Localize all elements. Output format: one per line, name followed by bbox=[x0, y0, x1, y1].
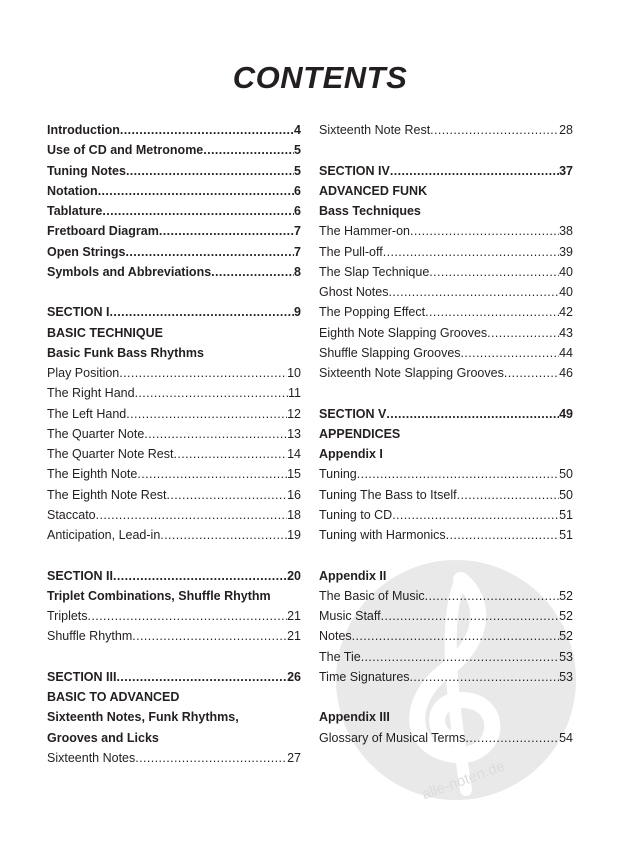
page-number: 21 bbox=[287, 629, 301, 644]
toc-entry[interactable] bbox=[319, 363, 573, 383]
entry-label: The Eighth Note bbox=[47, 467, 138, 482]
dot-leader bbox=[410, 221, 559, 241]
page-number: 54 bbox=[559, 730, 573, 745]
dot-leader bbox=[425, 586, 560, 606]
dot-leader bbox=[361, 647, 559, 667]
entry-label: The Pull-off bbox=[319, 244, 383, 259]
toc-entry[interactable] bbox=[47, 201, 301, 221]
toc-entry[interactable] bbox=[319, 302, 573, 322]
entry-label: Shuffle Rhythm bbox=[47, 629, 133, 644]
toc-entry[interactable] bbox=[319, 728, 573, 748]
page-number: 15 bbox=[287, 467, 301, 482]
dot-leader bbox=[425, 302, 559, 322]
toc-right-column bbox=[319, 120, 573, 748]
entry-label: BASIC TO ADVANCED bbox=[47, 690, 180, 704]
dot-leader bbox=[383, 242, 559, 262]
toc-entry[interactable] bbox=[47, 424, 301, 444]
dot-leader bbox=[430, 120, 559, 140]
dot-leader bbox=[203, 140, 294, 160]
dot-leader bbox=[126, 404, 287, 424]
dot-leader bbox=[110, 302, 295, 322]
page-number: 46 bbox=[559, 366, 573, 380]
entry-label: Introduction bbox=[47, 123, 120, 137]
toc-entry[interactable] bbox=[319, 485, 573, 505]
entry-label: Grooves and Licks bbox=[47, 730, 159, 745]
page-number: 52 bbox=[559, 629, 573, 644]
toc-heading[interactable] bbox=[319, 707, 573, 727]
toc-entry[interactable] bbox=[47, 566, 301, 586]
entry-label: APPENDICES bbox=[319, 426, 401, 441]
toc-entry[interactable] bbox=[47, 626, 301, 646]
page-number: 14 bbox=[287, 447, 301, 461]
entry-label: Tuning The Bass to Itself bbox=[319, 487, 457, 502]
page-number: 43 bbox=[559, 325, 573, 340]
entry-label: Bass Techniques bbox=[319, 204, 421, 218]
toc-entry[interactable] bbox=[319, 282, 573, 302]
dot-leader bbox=[429, 262, 559, 282]
entry-label: ADVANCED FUNK bbox=[319, 183, 428, 198]
page-number: 6 bbox=[294, 204, 301, 218]
entry-label: SECTION IV bbox=[319, 163, 390, 178]
toc-heading[interactable] bbox=[319, 181, 573, 201]
toc-entry[interactable] bbox=[319, 221, 573, 241]
page-number: 42 bbox=[559, 305, 573, 320]
entry-label: BASIC TECHNIQUE bbox=[47, 325, 163, 340]
toc-entry[interactable] bbox=[47, 161, 301, 181]
toc-entry[interactable] bbox=[319, 262, 573, 282]
dot-leader bbox=[388, 282, 559, 302]
entry-label: The Right Hand bbox=[47, 386, 135, 401]
dot-leader bbox=[357, 464, 559, 484]
dot-leader bbox=[119, 363, 287, 383]
toc-entry[interactable] bbox=[47, 404, 301, 424]
toc-heading[interactable] bbox=[319, 566, 573, 586]
toc-entry[interactable] bbox=[47, 485, 301, 505]
dot-leader bbox=[135, 383, 288, 403]
dot-leader bbox=[167, 485, 288, 505]
page-number: 6 bbox=[294, 183, 301, 198]
entry-label: Tuning bbox=[319, 467, 357, 482]
entry-label: Appendix I bbox=[319, 447, 383, 461]
toc-entry[interactable] bbox=[319, 161, 573, 181]
dot-leader bbox=[98, 181, 294, 201]
dot-leader bbox=[390, 161, 559, 181]
page-number: 44 bbox=[559, 345, 573, 360]
entry-label: Notation bbox=[47, 183, 98, 198]
dot-leader bbox=[120, 120, 294, 140]
toc-entry[interactable] bbox=[319, 343, 573, 363]
toc-heading[interactable] bbox=[47, 687, 301, 707]
page-number: 19 bbox=[287, 528, 301, 542]
page-number: 18 bbox=[287, 507, 301, 522]
entry-label: Tuning with Harmonics bbox=[319, 528, 446, 542]
toc-entry[interactable] bbox=[47, 525, 301, 545]
spacer bbox=[319, 140, 573, 160]
page-number: 13 bbox=[287, 426, 301, 441]
watermark-text: alle-noten.de bbox=[419, 757, 508, 804]
entry-label: Sixteenth Notes bbox=[47, 750, 136, 765]
entry-label: Triplet Combinations, Shuffle Rhythm bbox=[47, 588, 271, 603]
entry-label: Tuning Notes bbox=[47, 163, 126, 178]
dot-leader bbox=[381, 606, 559, 626]
page-number: 37 bbox=[559, 163, 573, 178]
toc-entry[interactable] bbox=[47, 444, 301, 464]
page-number: 51 bbox=[559, 528, 573, 542]
toc-heading[interactable] bbox=[319, 424, 573, 444]
entry-label: The Popping Effect bbox=[319, 305, 426, 320]
entry-label: Tablature bbox=[47, 204, 103, 218]
page-number: 40 bbox=[559, 285, 573, 299]
toc-heading[interactable] bbox=[319, 201, 573, 221]
dot-leader bbox=[88, 606, 288, 626]
toc-entry[interactable] bbox=[47, 242, 301, 262]
dot-leader bbox=[137, 464, 287, 484]
page-number: 53 bbox=[559, 649, 573, 664]
entry-label: Sixteenth Note Slapping Grooves bbox=[319, 366, 504, 380]
entry-label: The Left Hand bbox=[47, 406, 127, 421]
page-number: 8 bbox=[294, 264, 301, 279]
toc-entry[interactable] bbox=[319, 626, 573, 646]
toc-entry[interactable] bbox=[47, 505, 301, 525]
page-number: 50 bbox=[559, 487, 573, 502]
dot-leader bbox=[126, 161, 294, 181]
toc-entry[interactable] bbox=[319, 667, 573, 687]
page-number: 28 bbox=[559, 123, 573, 137]
dot-leader bbox=[160, 525, 287, 545]
dot-leader bbox=[386, 404, 559, 424]
toc-heading[interactable] bbox=[47, 586, 301, 606]
toc-entry[interactable] bbox=[47, 667, 301, 687]
toc-entry[interactable] bbox=[319, 242, 573, 262]
entry-label: SECTION I bbox=[47, 305, 110, 320]
dot-leader bbox=[173, 444, 287, 464]
page-number: 7 bbox=[294, 224, 301, 239]
page-number: 38 bbox=[559, 224, 573, 239]
spacer bbox=[319, 383, 573, 403]
page-number: 39 bbox=[559, 244, 573, 259]
spacer bbox=[47, 545, 301, 565]
page-number: 16 bbox=[287, 487, 301, 502]
entry-label: Fretboard Diagram bbox=[47, 224, 159, 239]
page-number: 11 bbox=[288, 386, 301, 401]
dot-leader bbox=[461, 343, 560, 363]
dot-leader bbox=[135, 748, 287, 768]
page-number: 52 bbox=[559, 588, 573, 603]
entry-label: Sixteenth Note Rest bbox=[319, 123, 431, 137]
toc-entry[interactable] bbox=[47, 262, 301, 282]
entry-label: Appendix III bbox=[319, 710, 390, 725]
toc-entry[interactable] bbox=[319, 464, 573, 484]
entry-label: Use of CD and Metronome bbox=[47, 143, 204, 158]
toc-entry[interactable] bbox=[319, 323, 573, 343]
toc-entry[interactable] bbox=[47, 363, 301, 383]
entry-label: Ghost Notes bbox=[319, 285, 389, 299]
dot-leader bbox=[125, 242, 294, 262]
entry-label: The Quarter Note Rest bbox=[47, 447, 174, 461]
dot-leader bbox=[159, 221, 294, 241]
page-number: 20 bbox=[287, 568, 301, 583]
entry-label: The Quarter Note bbox=[47, 426, 145, 441]
dot-leader bbox=[504, 363, 559, 383]
dot-leader bbox=[392, 505, 559, 525]
toc-left-column bbox=[47, 120, 301, 768]
entry-label: SECTION V bbox=[319, 406, 387, 421]
entry-label: Basic Funk Bass Rhythms bbox=[47, 345, 204, 360]
page-title: CONTENTS bbox=[232, 60, 408, 95]
dot-leader bbox=[410, 667, 560, 687]
dot-leader bbox=[211, 262, 294, 282]
entry-label: Open Strings bbox=[47, 244, 126, 259]
dot-leader bbox=[457, 485, 560, 505]
dot-leader bbox=[352, 626, 559, 646]
entry-label: Time Signatures bbox=[319, 669, 410, 684]
toc-entry[interactable] bbox=[319, 606, 573, 626]
entry-label: Triplets bbox=[47, 609, 88, 623]
page-number: 26 bbox=[287, 669, 301, 684]
dot-leader bbox=[487, 323, 559, 343]
toc-entry[interactable] bbox=[47, 302, 301, 322]
page-number: 53 bbox=[559, 669, 573, 684]
page-number: 21 bbox=[287, 609, 301, 623]
entry-label: Eighth Note Slapping Grooves bbox=[319, 325, 488, 340]
toc-entry[interactable] bbox=[47, 606, 301, 626]
entry-label: Anticipation, Lead-in bbox=[47, 528, 161, 542]
page-number: 10 bbox=[287, 366, 301, 380]
toc-entry[interactable] bbox=[319, 525, 573, 545]
entry-label: The Hammer-on bbox=[319, 224, 410, 239]
toc-entry[interactable] bbox=[319, 586, 573, 606]
toc-heading[interactable] bbox=[319, 444, 573, 464]
entry-label: SECTION III bbox=[47, 669, 117, 684]
toc-entry[interactable] bbox=[319, 505, 573, 525]
page-number: 27 bbox=[287, 750, 301, 765]
dot-leader bbox=[96, 505, 287, 525]
entry-label: The Tie bbox=[319, 649, 361, 664]
toc-heading[interactable] bbox=[47, 728, 301, 748]
dot-leader bbox=[446, 525, 559, 545]
toc-entry[interactable] bbox=[47, 120, 301, 140]
spacer bbox=[319, 545, 573, 565]
page-number: 5 bbox=[294, 143, 301, 158]
dot-leader bbox=[144, 424, 287, 444]
spacer bbox=[47, 282, 301, 302]
toc-heading[interactable] bbox=[47, 343, 301, 363]
spacer bbox=[319, 687, 573, 707]
dot-leader bbox=[113, 566, 287, 586]
entry-label: Symbols and Abbreviations bbox=[47, 264, 212, 279]
page-number: 49 bbox=[559, 406, 573, 421]
toc-entry[interactable] bbox=[319, 404, 573, 424]
entry-label: The Basic of Music bbox=[319, 588, 425, 603]
entry-label: Notes bbox=[319, 629, 352, 644]
page-number: 5 bbox=[294, 163, 301, 178]
toc-entry[interactable] bbox=[47, 748, 301, 768]
toc-entry[interactable] bbox=[47, 181, 301, 201]
entry-label: Staccato bbox=[47, 507, 96, 522]
entry-label: Tuning to CD bbox=[319, 507, 393, 522]
page-number: 9 bbox=[294, 305, 301, 320]
page-number: 40 bbox=[559, 264, 573, 279]
entry-label: Shuffle Slapping Grooves bbox=[319, 345, 461, 360]
spacer bbox=[47, 647, 301, 667]
toc-entry[interactable] bbox=[319, 120, 573, 140]
entry-label: The Slap Technique bbox=[319, 264, 430, 279]
entry-label: Appendix II bbox=[319, 568, 387, 583]
page-number: 12 bbox=[287, 406, 301, 421]
toc-entry[interactable] bbox=[47, 140, 301, 160]
entry-label: Glossary of Musical Terms bbox=[319, 730, 466, 745]
toc-entry[interactable] bbox=[47, 221, 301, 241]
toc-entry[interactable] bbox=[47, 464, 301, 484]
dot-leader bbox=[116, 667, 287, 687]
page-number: 51 bbox=[559, 507, 573, 522]
dot-leader bbox=[465, 728, 559, 748]
entry-label: The Eighth Note Rest bbox=[47, 487, 167, 502]
page-number: 52 bbox=[559, 609, 573, 623]
entry-label: Play Position bbox=[47, 366, 120, 380]
toc-heading[interactable] bbox=[47, 707, 301, 727]
entry-label: SECTION II bbox=[47, 568, 113, 583]
page-number: 50 bbox=[559, 467, 573, 482]
dot-leader bbox=[132, 626, 287, 646]
toc-entry[interactable] bbox=[319, 647, 573, 667]
entry-label: Music Staff bbox=[319, 609, 381, 623]
toc-entry[interactable] bbox=[47, 383, 301, 403]
page-number: 4 bbox=[294, 123, 301, 137]
entry-label: Sixteenth Notes, Funk Rhythms, bbox=[47, 710, 239, 725]
toc-heading[interactable] bbox=[47, 323, 301, 343]
dot-leader bbox=[102, 201, 294, 221]
page-number: 7 bbox=[294, 244, 301, 259]
